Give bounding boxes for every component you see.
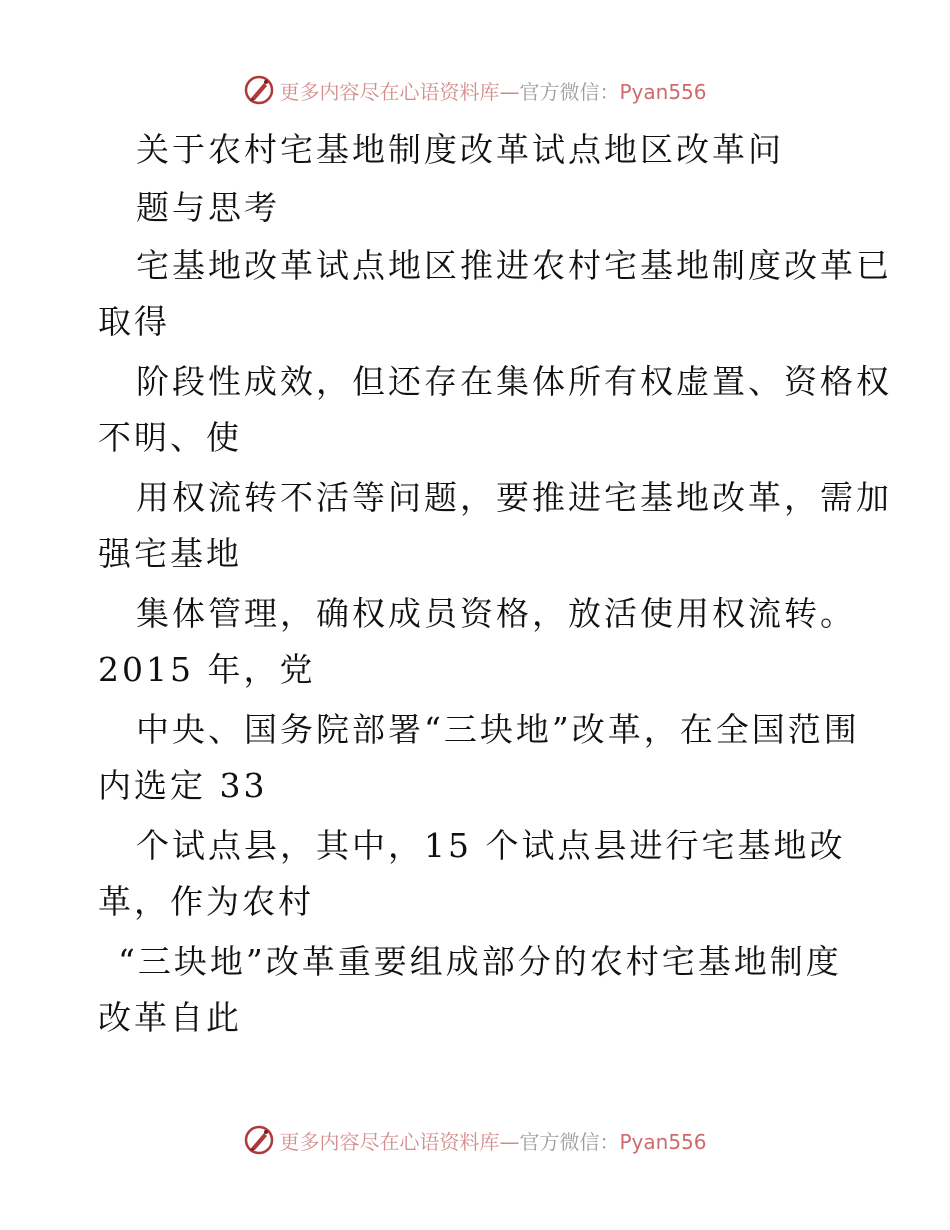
watermark-text <box>279 76 706 105</box>
doc-line: 中央、国务院部署“三块地”改革，在全国范围 <box>136 710 860 749</box>
doc-line: 取得 <box>98 302 170 341</box>
watermark-text <box>279 1126 706 1155</box>
doc-line: 个试点县，其中，15 个试点县进行宅基地改 <box>136 826 846 865</box>
watermark-cn: 更多内容尽在心语资料库 <box>279 79 500 104</box>
watermark-wechat-label: 官方微信： <box>519 79 620 104</box>
watermark-wechat-id: Pyan556 <box>619 1129 707 1154</box>
pen-logo-icon <box>243 74 275 106</box>
watermark-dash: — <box>499 1129 520 1154</box>
doc-line: 革，作为农村 <box>98 882 314 921</box>
doc-line: 集体管理，确权成员资格，放活使用权流转。 <box>136 594 856 633</box>
doc-line: 阶段性成效，但还存在集体所有权虚置、资格权 <box>136 362 892 401</box>
watermark-cn: 更多内容尽在心语资料库 <box>279 1129 500 1154</box>
doc-line: 内选定 33 <box>98 766 268 805</box>
doc-line: 2015 年，党 <box>98 650 316 689</box>
doc-line: 改革自此 <box>98 998 242 1037</box>
doc-line: “三块地”改革重要组成部分的农村宅基地制度 <box>118 942 842 981</box>
doc-line: 用权流转不活等问题，要推进宅基地改革，需加 <box>136 478 892 517</box>
doc-title-line-1: 关于农村宅基地制度改革试点地区改革问 <box>136 130 784 169</box>
watermark-banner-bottom <box>0 1120 950 1160</box>
doc-line: 宅基地改革试点地区推进农村宅基地制度改革已 <box>136 246 892 285</box>
pen-logo-icon <box>243 1124 275 1156</box>
watermark-wechat-label: 官方微信： <box>519 1129 620 1154</box>
doc-line: 不明、使 <box>98 418 242 457</box>
doc-title-line-2: 题与思考 <box>136 188 280 227</box>
watermark-wechat-id: Pyan556 <box>619 79 707 104</box>
watermark-dash: — <box>499 79 520 104</box>
doc-line: 强宅基地 <box>98 534 242 573</box>
watermark-banner-top <box>0 70 950 110</box>
